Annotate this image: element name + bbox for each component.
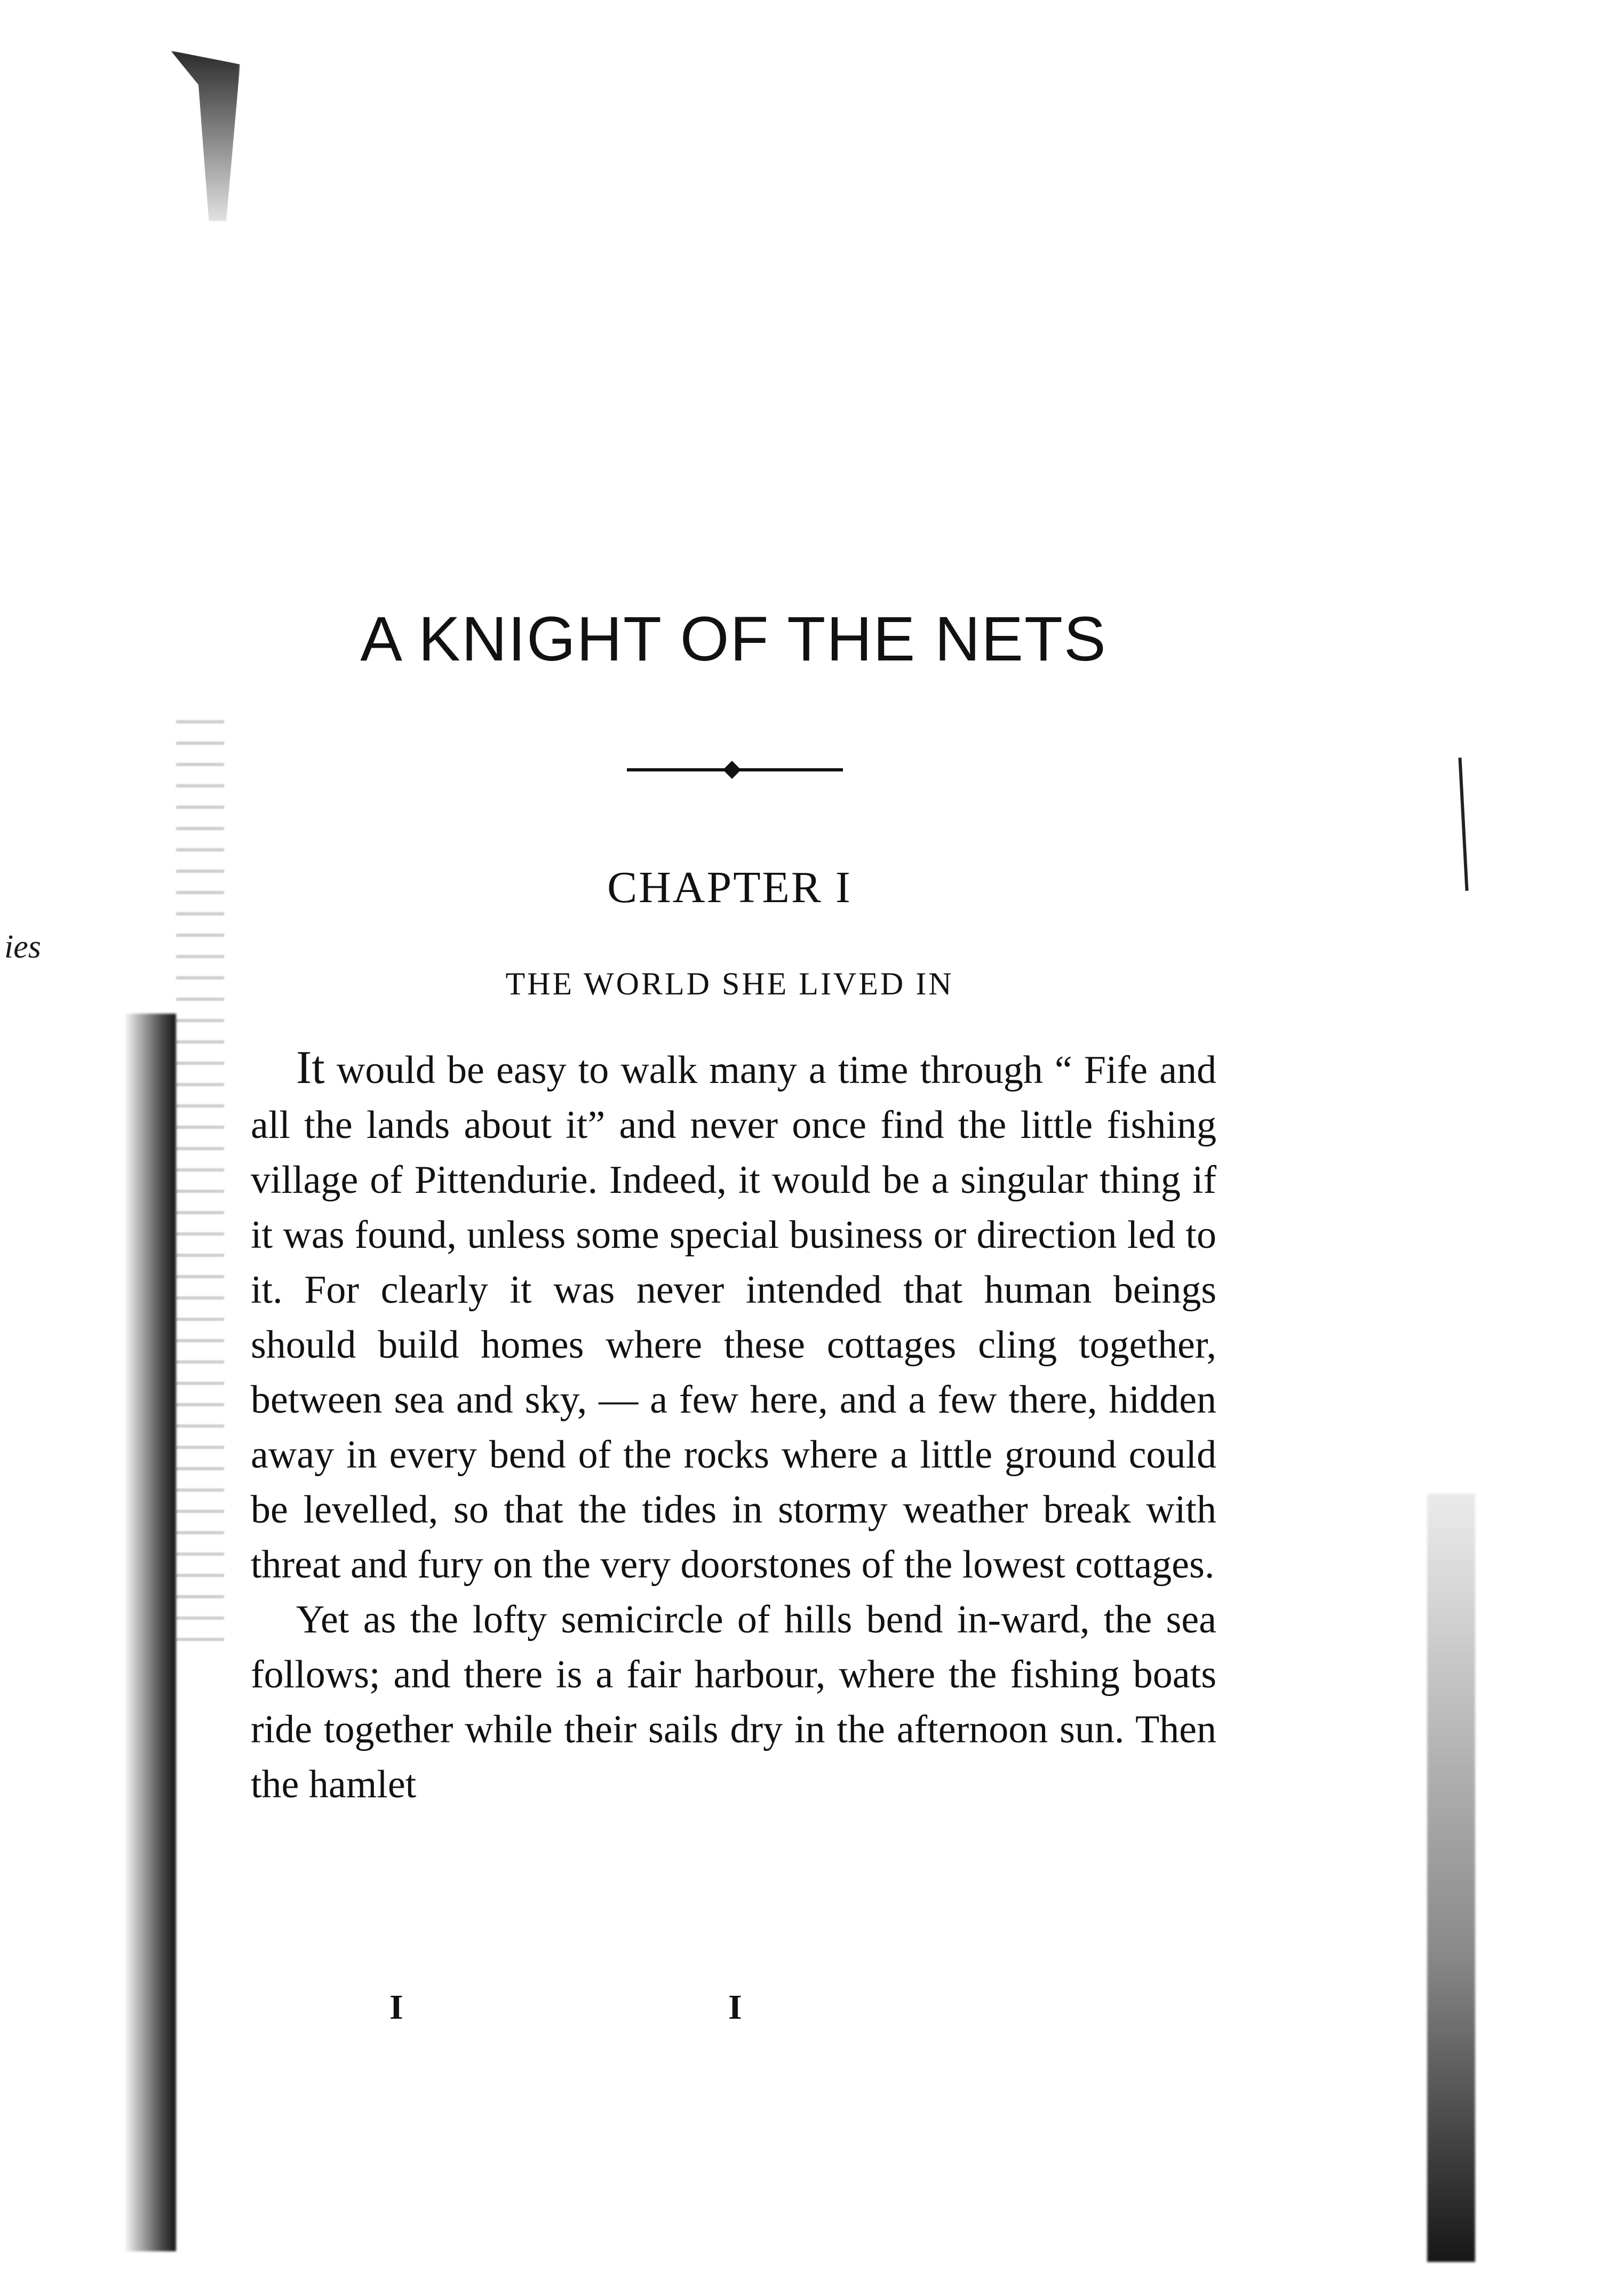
paragraph-text: would be easy to walk many a time through “ Fife and all the lands about it” and never once find the little fishing village of Pittendurie. Indeed, it would be a singular thing if it was found, unless some special business or direction led to it. For clearly it was never intended that human beings should build homes where these cottages cling together, between sea and sky, — a few here, and a few there, hidden away in every bend of the rocks where a little ground could be levelled, so that the tides in stormy weather break with threat and fury on the very doorstones of the lowest cottages.: [251, 1048, 1216, 1587]
page-number: I: [728, 1988, 742, 2027]
margin-fragment: ies: [4, 929, 41, 965]
paragraph-text: Yet as the lofty semicircle of hills bend in-ward, the sea follows; and there is a fair harbour, where the fishing boats ride together while their sails dry in the afternoon sun. Then the hamlet: [251, 1598, 1216, 1806]
chapter-heading: CHAPTER I: [607, 863, 852, 912]
scan-speckle-left: [176, 720, 224, 1654]
scan-shadow-left-edge: [125, 1014, 176, 2251]
chapter-title: THE WORLD SHE LIVED IN: [505, 966, 954, 1001]
scan-shadow-right-edge: [1427, 1494, 1475, 2262]
scan-shadow-top-left: [171, 51, 240, 221]
scan-line-right: [1458, 758, 1468, 891]
paragraph-initial: It: [296, 1042, 325, 1094]
signature-mark: I: [389, 1988, 403, 2027]
title-ornament-rule: [627, 768, 843, 771]
body-text: [251, 1040, 1216, 1812]
paragraph-2: [251, 1592, 1216, 1812]
book-title: A KNIGHT OF THE NETS: [360, 604, 1107, 674]
paragraph-1: [251, 1040, 1216, 1592]
